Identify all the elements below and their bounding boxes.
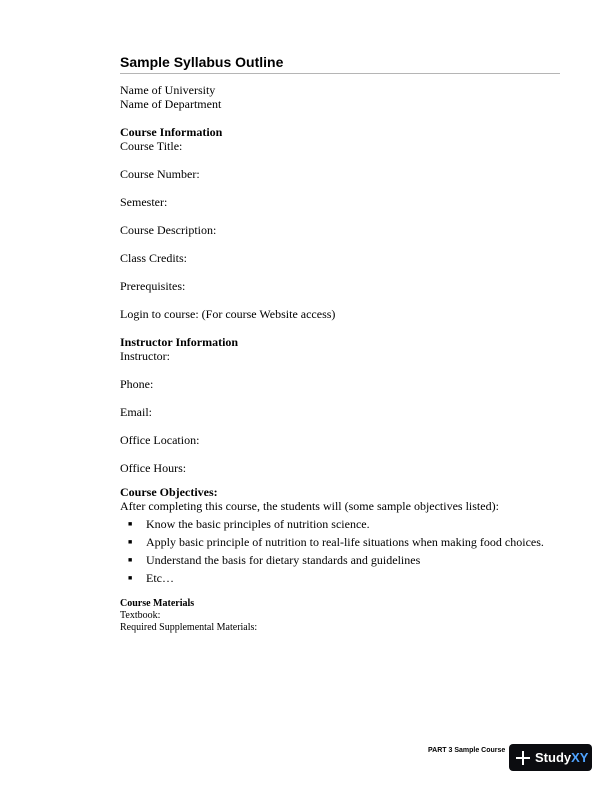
badge-brand-suffix: XY — [571, 750, 589, 765]
office-location-field: Office Location: — [120, 433, 200, 447]
studyxy-badge[interactable] — [509, 744, 592, 771]
plus-icon — [516, 751, 530, 765]
class-credits-field: Class Credits: — [120, 251, 188, 265]
objective-item: Etc… — [146, 571, 174, 585]
objective-item: Understand the basis for dietary standards and guidelines — [146, 553, 421, 567]
supplemental-materials-field: Required Supplemental Materials: — [120, 622, 258, 633]
materials-heading: Course Materials — [120, 598, 195, 609]
phone-field: Phone: — [120, 377, 154, 391]
university-name: Name of University — [120, 83, 216, 97]
course-info-heading: Course Information — [120, 125, 223, 139]
course-description-field: Course Description: — [120, 223, 217, 237]
objective-item: Apply basic principle of nutrition to real-life situations when making food choices. — [146, 535, 544, 549]
course-number-field: Course Number: — [120, 167, 200, 181]
bullet-icon: ■ — [128, 556, 133, 564]
bullet-icon: ■ — [128, 574, 133, 582]
office-hours-field: Office Hours: — [120, 461, 187, 475]
login-field: Login to course: (For course Website access) — [120, 307, 336, 321]
prerequisites-field: Prerequisites: — [120, 279, 186, 293]
page-footer: PART 3 Sample Course — [428, 747, 506, 754]
bullet-icon: ■ — [128, 520, 133, 528]
instructor-field: Instructor: — [120, 349, 170, 363]
email-field: Email: — [120, 405, 152, 419]
objectives-heading: Course Objectives: — [120, 485, 218, 499]
page-title: Sample Syllabus Outline — [120, 54, 560, 74]
textbook-field: Textbook: — [120, 610, 161, 621]
badge-brand-prefix: Study — [535, 750, 572, 765]
course-title-field: Course Title: — [120, 139, 183, 153]
semester-field: Semester: — [120, 195, 168, 209]
instructor-info-heading: Instructor Information — [120, 335, 239, 349]
objectives-intro: After completing this course, the students will (some sample objectives listed): — [120, 499, 499, 513]
department-name: Name of Department — [120, 97, 222, 111]
bullet-icon: ■ — [128, 538, 133, 546]
objective-item: Know the basic principles of nutrition science. — [146, 517, 370, 531]
